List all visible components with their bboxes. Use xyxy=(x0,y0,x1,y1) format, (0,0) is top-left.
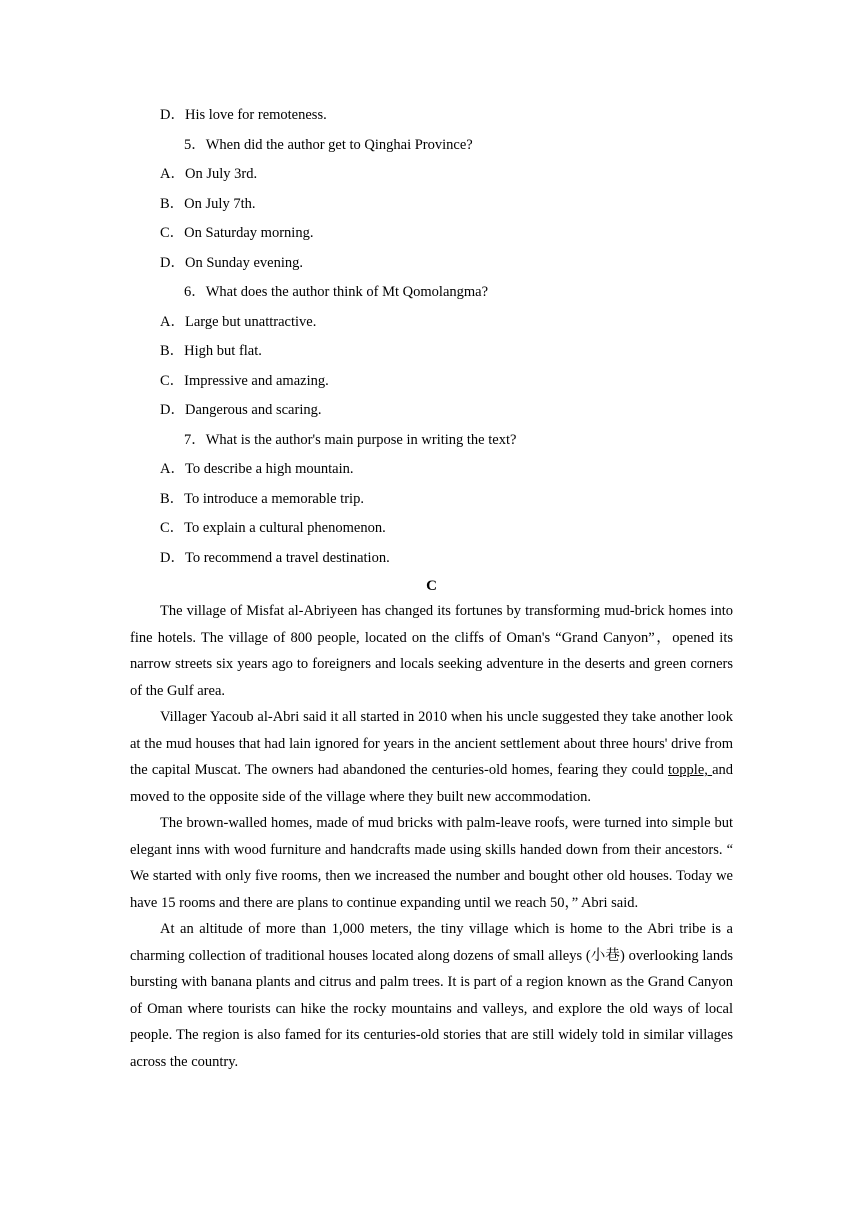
q6-option-c: C．Impressive and amazing. xyxy=(160,372,329,389)
q7-option-c: C．To explain a cultural phenomenon. xyxy=(160,520,386,536)
section-c-passage xyxy=(130,598,733,1075)
question-block xyxy=(160,102,740,574)
section-c-heading: C xyxy=(426,578,437,594)
q6-option-d: D．Dangerous and scaring. xyxy=(160,402,322,418)
q5-option-d: D．On Sunday evening. xyxy=(160,254,303,271)
passage-paragraph-1: The village of Misfat al-Abriyeen has changed its fortunes by transforming mud-brick homes into fine hotels. The village of 800 people, located on the cliffs of Oman's “Grand Canyon”，opened its narrow streets six years ago to foreigners and locals seeking adventure in the deserts and green corners of the Gulf area. xyxy=(130,603,733,699)
q5-option-a: A．On July 3rd. xyxy=(160,166,258,182)
passage-paragraph-4: At an altitude of more than 1,000 meters, the tiny village which is home to the Abri tribe is a charming collection of traditional houses located along dozens of small alleys (小巷) overlooking lands bursting with banana plants and citrus and palm trees. It is part of a region known as the Grand Canyon of Oman where tourists can hike the rocky mountains and valleys, and explore the old ways of local people. The region is also famed for its centuries-old stories that are still widely told in similar villages across the country. xyxy=(130,921,733,1070)
q5-option-c: C．On Saturday morning. xyxy=(160,225,314,241)
passage-paragraph-3: The brown-walled homes, made of mud bricks with palm-leave roofs, were turned into simple but elegant inns with wood furniture and handcrafts made using skills handed down from their ancestors. “ We started with only five rooms, then we increased the number and bought other old houses. Today we have 15 rooms and there are plans to continue expanding until we reach 50，” Abri said. xyxy=(130,815,733,911)
q5-option-b: B．On July 7th. xyxy=(160,195,256,212)
q5-stem: 5．When did the author get to Qinghai Province? xyxy=(184,136,473,153)
q7-option-d: D．To recommend a travel destination. xyxy=(160,549,390,566)
q7-option-a: A．To describe a high mountain. xyxy=(160,461,354,477)
paragraph-2-text-start: Villager Yacoub al-Abri said it all started in 2010 when his uncle suggested they take another look at the mud houses that had lain ignored for years in the ancient settlement about three hours' drive from the capital Muscat. The owners had abandoned the centuries-old homes, fearing they could xyxy=(130,709,733,778)
q6-option-a: A．Large but unattractive. xyxy=(160,313,317,330)
q6-option-b: B．High but flat. xyxy=(160,343,262,359)
q6-stem: 6．What does the author think of Mt Qomolangma? xyxy=(184,284,489,300)
q7-stem: 7．What is the author's main purpose in writing the text? xyxy=(184,431,517,448)
q7-option-b: B．To introduce a memorable trip. xyxy=(160,490,364,507)
underlined-word-topple: topple, xyxy=(668,762,713,778)
paragraph-2-text-end: and moved to the opposite side of the village where they built new accommodation. xyxy=(130,762,733,805)
passage-paragraph-2 xyxy=(130,704,733,810)
q4-option-d: D．His love for remoteness. xyxy=(160,107,327,123)
